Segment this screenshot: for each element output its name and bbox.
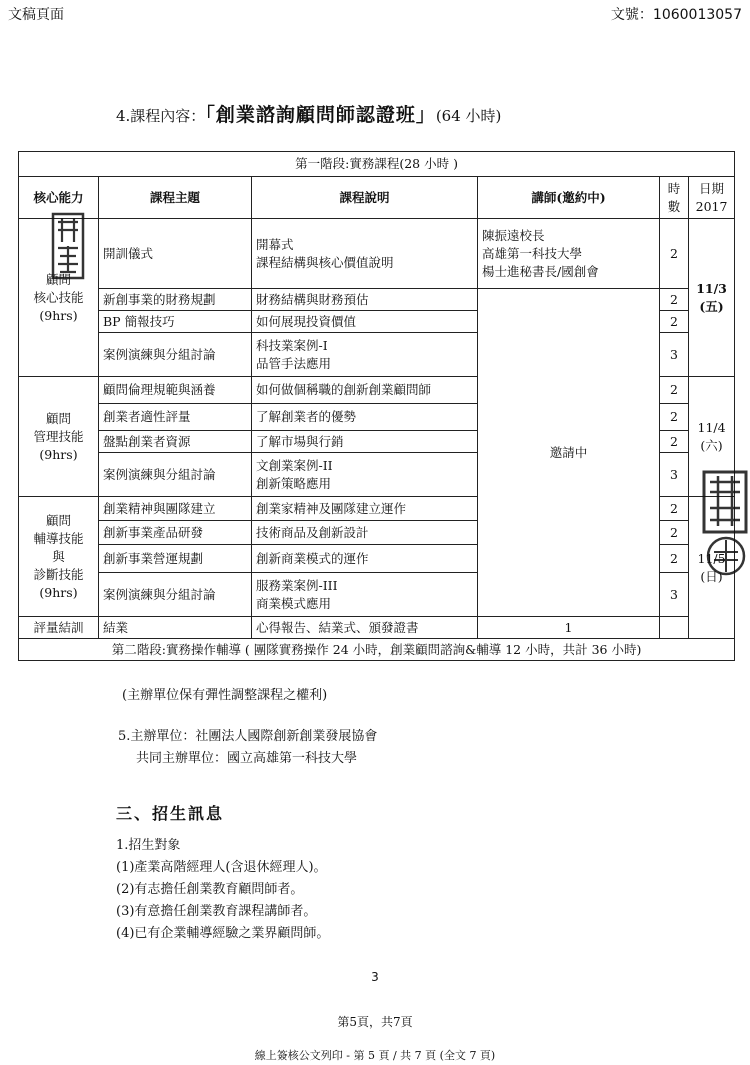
row-hours: 2 — [660, 521, 689, 545]
group-date: 11/3 (五) — [689, 219, 735, 377]
row-hours: 3 — [660, 333, 689, 377]
row-hours: 2 — [660, 404, 689, 431]
row-desc: 文創業案例-II 創新策略應用 — [252, 453, 478, 497]
col-teacher: 講師(邀約中) — [478, 177, 660, 219]
final-hours: 1 — [478, 617, 660, 639]
table-row — [19, 219, 735, 289]
row-hours: 2 — [660, 497, 689, 521]
row-desc: 創新商業模式的運作 — [252, 545, 478, 573]
enrollment-heading: 1.招生對象 — [116, 838, 181, 853]
course-prefix: 4.課程內容： — [116, 107, 206, 125]
table-row — [19, 617, 735, 639]
row-topic: 新創事業的財務規劃 — [99, 289, 252, 311]
col-ability: 核心能力 — [19, 177, 99, 219]
row-topic: 案例演練與分組討論 — [99, 573, 252, 617]
list-item: (4)已有企業輔導經驗之業界顧問師。 — [116, 926, 330, 941]
row-hours: 3 — [660, 453, 689, 497]
opening-teacher: 陳振遠校長 高雄第一科技大學 楊士進秘書長/國創會 — [478, 219, 660, 289]
section5-organizers — [118, 726, 377, 770]
row-desc: 創業家精神及團隊建立運作 — [252, 497, 478, 521]
row-hours: 2 — [660, 219, 689, 289]
row-desc: 了解創業者的優勢 — [252, 404, 478, 431]
row-desc: 如何做個稱職的創新創業顧問師 — [252, 377, 478, 404]
row-topic: 創業者適性評量 — [99, 404, 252, 431]
row-desc: 了解市場與行銷 — [252, 431, 478, 453]
row-hours: 2 — [660, 545, 689, 573]
row-desc: 技術商品及創新設計 — [252, 521, 478, 545]
row-desc: 如何展現投資價值 — [252, 311, 478, 333]
organizer-line: 5.主辦單位：社團法人國際創新創業發展協會 — [118, 729, 378, 744]
group-ability: 顧問 管理技能 (9hrs) — [19, 377, 99, 497]
course-name: 「創業諮詢顧問師認證班」 — [205, 104, 436, 126]
row-topic: 創新事業營運規劃 — [99, 545, 252, 573]
row-desc: 開幕式 課程結構與核心價值說明 — [252, 219, 478, 289]
row-hours: 2 — [660, 311, 689, 333]
row-topic: 案例演練與分組討論 — [99, 333, 252, 377]
list-item: (2)有志擔任創業教育顧問師者。 — [116, 882, 304, 897]
table-row — [19, 289, 735, 311]
stage2-title: 第二階段:實務操作輔導 ( 團隊實務操作 24 小時，創業顧問諮詢&輔導 12 小時，共計 36 小時) — [19, 639, 735, 661]
footer-print-info: 線上簽核公文列印 - 第 5 頁 / 共 7 頁 (全文 7 頁) — [254, 1049, 496, 1062]
row-topic: BP 簡報技巧 — [99, 311, 252, 333]
page-number: 3 — [371, 970, 379, 984]
table-header-row — [19, 177, 735, 219]
seal-stamp-right — [700, 468, 748, 578]
group-ability: 顧問 核心技能 (9hrs) — [19, 219, 99, 377]
course-title — [116, 100, 501, 127]
row-topic: 盤點創業者資源 — [99, 431, 252, 453]
organizer-note: (主辦單位保有彈性調整課程之權利) — [122, 688, 328, 703]
group-date: 11/5 (日) — [689, 497, 735, 639]
invited-teacher: 邀請中 — [478, 289, 660, 617]
stage1-title: 第一階段:實務課程(28 小時 ) — [19, 152, 735, 177]
list-item: (3)有意擔任創業教育課程講師者。 — [116, 904, 317, 919]
list-item: (1)產業高階經理人(含退休經理人)。 — [116, 860, 327, 875]
row-hours: 2 — [660, 377, 689, 404]
row-topic: 顧問倫理規範與涵養 — [99, 377, 252, 404]
header-doc-number: 文號：1060013057 — [610, 7, 742, 23]
group-date: 11/4 (六) — [689, 377, 735, 497]
co-organizer-line: 共同主辦單位：國立高雄第一科技大學 — [136, 751, 358, 766]
row-desc: 服務業案例-III 商業模式應用 — [252, 573, 478, 617]
seal-stamp-left — [50, 212, 86, 282]
final-topic: 結業 — [99, 617, 252, 639]
course-hours: (64 小時) — [435, 107, 502, 125]
row-topic: 開訓儀式 — [99, 219, 252, 289]
final-desc: 心得報告、結業式、頒發證書 — [252, 617, 478, 639]
row-topic: 創業精神與團隊建立 — [99, 497, 252, 521]
header-doc-type: 文稿頁面 — [8, 7, 64, 23]
final-ability: 評量結訓 — [19, 617, 99, 639]
row-topic: 創新事業產品研發 — [99, 521, 252, 545]
section3-title: 三、招生訊息 — [116, 804, 225, 823]
enrollment-list — [116, 835, 329, 945]
col-desc: 課程說明 — [252, 177, 478, 219]
row-hours: 2 — [660, 431, 689, 453]
course-schedule-table — [18, 151, 735, 661]
footer-page-of: 第5頁，共7頁 — [337, 1015, 413, 1029]
row-desc: 科技業案例-I 品管手法應用 — [252, 333, 478, 377]
col-date: 日期 2017 — [689, 177, 735, 219]
row-desc: 財務結構與財務預估 — [252, 289, 478, 311]
row-hours: 3 — [660, 573, 689, 617]
col-topic: 課程主題 — [99, 177, 252, 219]
group-ability: 顧問 輔導技能 與 診斷技能 (9hrs) — [19, 497, 99, 617]
col-hours: 時 數 — [660, 177, 689, 219]
row-topic: 案例演練與分組討論 — [99, 453, 252, 497]
row-hours: 2 — [660, 289, 689, 311]
